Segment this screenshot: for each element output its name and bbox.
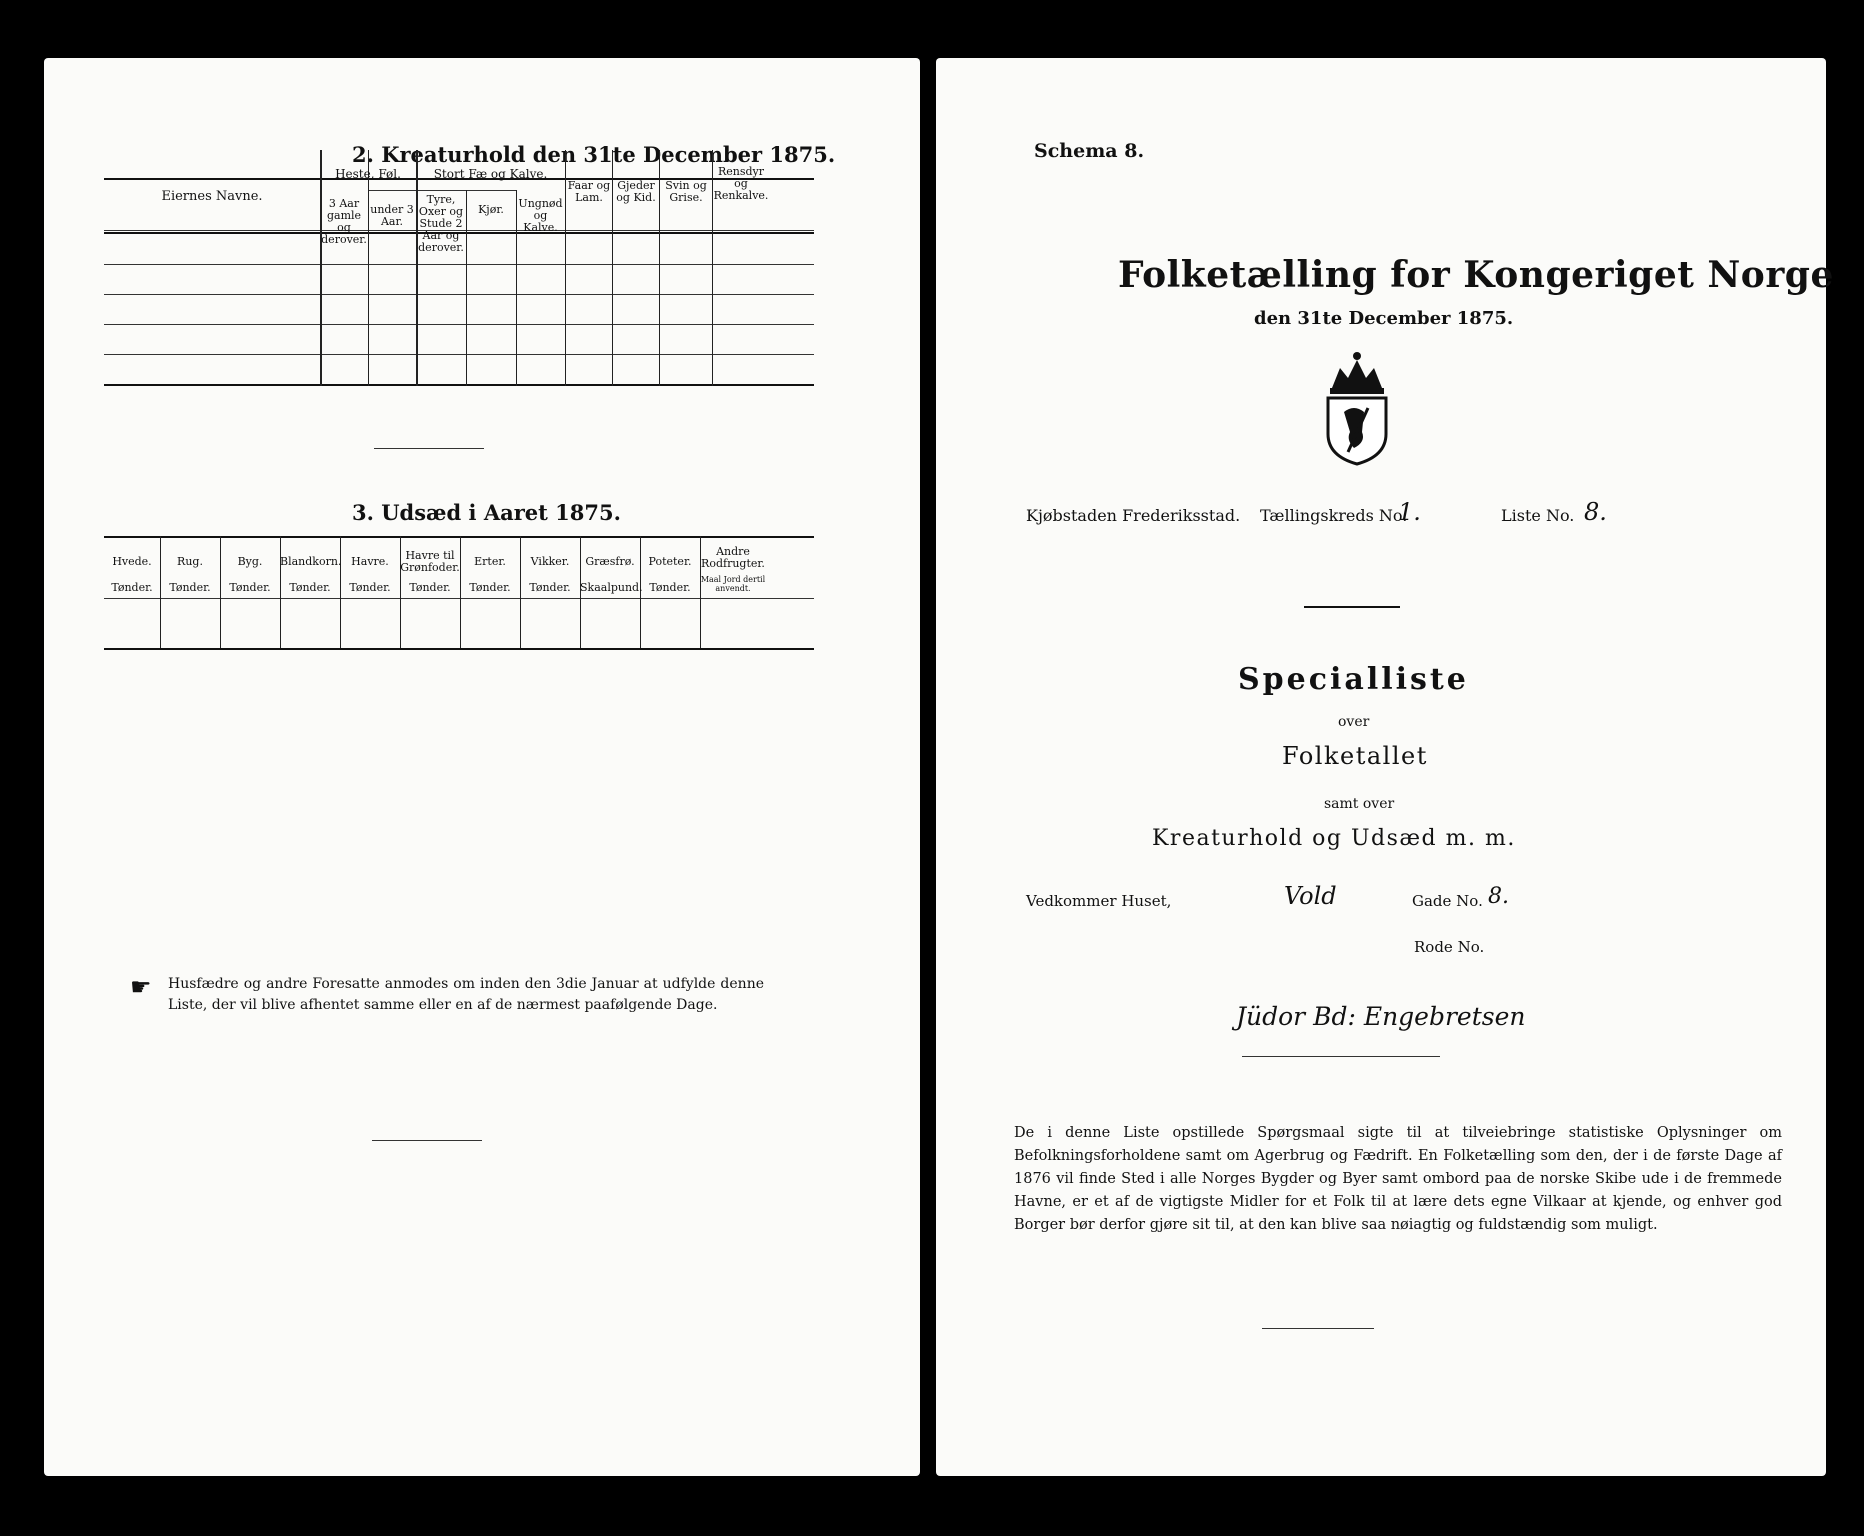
section2-title: 2. Kreaturhold den 31te December 1875. (352, 142, 836, 167)
col-gjeder-label: Gjeder og Kid. (616, 179, 656, 204)
table2-vline (466, 190, 467, 386)
sub-stort-2-label: Kjør. (478, 203, 504, 216)
col-byg-unit: Tønder. (229, 581, 271, 594)
table2-subheader-rule (368, 190, 516, 191)
liste-label: Liste No. (1501, 506, 1575, 525)
kjobstad-label: Kjøbstaden Frederiksstad. (1026, 506, 1241, 525)
col-poteter-label: Poteter. (648, 555, 692, 568)
over-text: over (1338, 714, 1370, 730)
sub-stort-3-label: Ungnød og Kalve. (518, 197, 563, 234)
table2-row-rule (104, 354, 814, 355)
liste-value: 8. (1584, 498, 1607, 526)
col-svin-label: Svin og Grise. (665, 179, 707, 204)
vedkommer-label: Vedkommer Huset, (1026, 892, 1172, 910)
right-page (936, 58, 1834, 1476)
census-date: den 31te December 1875. (1254, 308, 1514, 329)
col-byg-label: Byg. (237, 555, 263, 568)
left-page (44, 58, 920, 1476)
rode-label: Rode No. (1414, 938, 1485, 956)
col-faar-label: Faar og Lam. (567, 179, 611, 204)
col-stort-label: Stort Fæ og Kalve. (433, 167, 548, 181)
separator-rule (374, 448, 484, 449)
pointing-hand-icon: ☛ (130, 973, 152, 1001)
col-hvede-label: Hvede. (112, 555, 152, 568)
col-havre-gronfoder-unit: Tønder. (409, 581, 451, 594)
col-andre-rodfrugter-label: Andre Rodfrugter. (701, 545, 765, 570)
col-blandkorn-unit: Tønder. (289, 581, 331, 594)
table3-header-rule (104, 598, 814, 599)
specialliste-heading: Specialliste (1238, 662, 1469, 697)
gade-label: Gade No. (1412, 892, 1483, 910)
table2-vline (416, 150, 418, 386)
col-havre-unit: Tønder. (349, 581, 391, 594)
col-vikker-unit: Tønder. (529, 581, 571, 594)
coat-of-arms-icon (1320, 348, 1394, 466)
table2-row-rule (104, 264, 814, 265)
col-hvede-unit: Tønder. (111, 581, 153, 594)
section3-title: 3. Udsæd i Aaret 1875. (352, 500, 621, 525)
sub-heste-2-label: under 3 Aar. (370, 203, 414, 228)
separator-rule (1304, 606, 1400, 608)
table2-row-rule (104, 294, 814, 295)
gade-value: Vold (1284, 882, 1337, 910)
gade-no-value: 8. (1488, 884, 1509, 909)
col-owner-label: Eiernes Navne. (161, 189, 263, 204)
col-poteter-unit: Tønder. (649, 581, 691, 594)
folketallet-heading: Folketallet (1282, 742, 1428, 770)
col-erter-unit: Tønder. (469, 581, 511, 594)
notice-text: Husfædre og andre Foresatte anmodes om inden den 3die Januar at udfylde denne Liste, der vil blive afhentet samme eller en af de nærmest paafølgende Dage. (168, 976, 764, 1013)
schema-label: Schema 8. (1034, 140, 1145, 162)
col-heste-label: Heste, Føl. (335, 167, 401, 181)
col-havre-label: Havre. (351, 555, 389, 568)
separator-rule (372, 1140, 482, 1141)
samt-over-text: samt over (1324, 796, 1395, 812)
sub-heste-1-label: 3 Aar gamle og derover. (321, 197, 367, 246)
table2-row-rule (104, 324, 814, 325)
table2-vline (368, 150, 369, 386)
table3-top-rule (104, 536, 814, 538)
col-havre-gronfoder-label: Havre til Grønfoder. (400, 549, 460, 574)
col-graesfro-label: Græsfrø. (585, 555, 635, 568)
kreaturhold-heading: Kreaturhold og Udsæd m. m. (1152, 826, 1516, 851)
table2-bottom-rule (104, 384, 814, 386)
col-blandkorn-label: Blandkorn. (280, 555, 342, 568)
col-rug-unit: Tønder. (169, 581, 211, 594)
col-rug-label: Rug. (177, 555, 203, 568)
col-vikker-label: Vikker. (530, 555, 570, 568)
kreds-value: 1. (1398, 498, 1421, 526)
main-title: Folketælling for Kongeriget Norge (1118, 254, 1834, 296)
col-rensdyr-label: Rensdyr og Renkalve. (713, 165, 769, 202)
sub-stort-1-label: Tyre, Oxer og Stude 2 Aar og derover. (418, 193, 464, 254)
kreds-label: Tællingskreds No. (1260, 506, 1408, 525)
col-erter-label: Erter. (474, 555, 506, 568)
table2-vline (320, 150, 322, 386)
info-paragraph: De i denne Liste opstillede Spørgsmaal sigte til at tilveiebringe statistiske Oplysninger om Befolkningsforholdene samt om Agerbrug og Fædrift. En Folketælling som den, der i de første Dage af 1876 vil finde Sted i alle Norges Bygder og Byer samt ombord paa de norske Skibe ude i de fremmede Havne, er et af de vigtigste Midler for et Folk til at lære dets egne Vilkaar at kjende, og enhver god Borger bør derfor gjøre sit til, at den kan blive saa nøiagtig og fuldstændig som muligt. (1014, 1125, 1782, 1233)
table3-bottom-rule (104, 648, 814, 650)
col-andre-rodfrugter-unit: Maal Jord dertil anvendt. (700, 575, 766, 593)
col-graesfro-unit: Skaalpund. (580, 581, 643, 594)
separator-rule (1262, 1328, 1374, 1329)
signature: Jüdor Bd: Engebretsen (1236, 1002, 1526, 1031)
signature-rule (1242, 1056, 1440, 1057)
